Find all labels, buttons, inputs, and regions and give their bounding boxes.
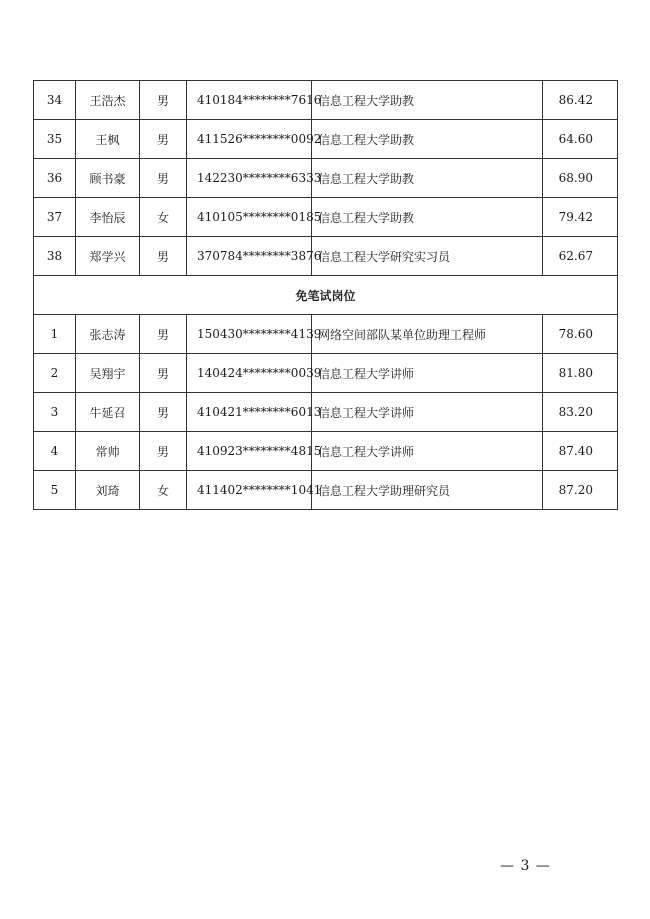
candidate-id-number: 140424********0039 bbox=[187, 354, 312, 393]
candidate-gender: 男 bbox=[140, 159, 187, 198]
candidate-name: 王浩杰 bbox=[76, 81, 140, 120]
candidate-score: 79.42 bbox=[543, 198, 618, 237]
table-row bbox=[34, 393, 618, 432]
row-number: 38 bbox=[34, 237, 76, 276]
table-row bbox=[34, 354, 618, 393]
table-row bbox=[34, 198, 618, 237]
candidate-score: 81.80 bbox=[543, 354, 618, 393]
table-row bbox=[34, 432, 618, 471]
table-row bbox=[34, 159, 618, 198]
candidate-name: 牛延召 bbox=[76, 393, 140, 432]
candidate-score: 83.20 bbox=[543, 393, 618, 432]
candidate-position: 信息工程大学助教 bbox=[312, 120, 543, 159]
section-title: 免笔试岗位 bbox=[34, 276, 618, 315]
candidate-name: 顾书豪 bbox=[76, 159, 140, 198]
candidate-position: 信息工程大学讲师 bbox=[312, 354, 543, 393]
candidate-id-number: 410184********7616 bbox=[187, 81, 312, 120]
section-row bbox=[34, 276, 618, 315]
candidate-gender: 男 bbox=[140, 354, 187, 393]
candidate-id-number: 370784********3876 bbox=[187, 237, 312, 276]
candidate-score: 86.42 bbox=[543, 81, 618, 120]
candidate-gender: 男 bbox=[140, 237, 187, 276]
candidate-score: 68.90 bbox=[543, 159, 618, 198]
candidate-position: 信息工程大学讲师 bbox=[312, 432, 543, 471]
candidate-position: 信息工程大学助教 bbox=[312, 81, 543, 120]
candidate-score: 62.67 bbox=[543, 237, 618, 276]
row-number: 3 bbox=[34, 393, 76, 432]
table-row bbox=[34, 81, 618, 120]
candidate-position: 信息工程大学助教 bbox=[312, 159, 543, 198]
candidate-id-number: 410923********4815 bbox=[187, 432, 312, 471]
table-row bbox=[34, 471, 618, 510]
candidate-id-number: 142230********6333 bbox=[187, 159, 312, 198]
candidate-position: 信息工程大学助教 bbox=[312, 198, 543, 237]
candidate-score: 87.40 bbox=[543, 432, 618, 471]
candidate-score: 78.60 bbox=[543, 315, 618, 354]
table-row bbox=[34, 237, 618, 276]
candidate-id-number: 411526********0092 bbox=[187, 120, 312, 159]
row-number: 37 bbox=[34, 198, 76, 237]
candidate-id-number: 411402********1041 bbox=[187, 471, 312, 510]
row-number: 2 bbox=[34, 354, 76, 393]
row-number: 34 bbox=[34, 81, 76, 120]
candidate-score: 87.20 bbox=[543, 471, 618, 510]
row-number: 1 bbox=[34, 315, 76, 354]
candidate-id-number: 410105********0185 bbox=[187, 198, 312, 237]
table-row bbox=[34, 315, 618, 354]
candidate-name: 张志涛 bbox=[76, 315, 140, 354]
table-row bbox=[34, 120, 618, 159]
candidate-position: 网络空间部队某单位助理工程师 bbox=[312, 315, 543, 354]
row-number: 36 bbox=[34, 159, 76, 198]
candidate-gender: 男 bbox=[140, 120, 187, 159]
candidate-gender: 男 bbox=[140, 432, 187, 471]
candidate-name: 常帅 bbox=[76, 432, 140, 471]
candidate-position: 信息工程大学研究实习员 bbox=[312, 237, 543, 276]
candidate-gender: 男 bbox=[140, 393, 187, 432]
candidate-id-number: 410421********6013 bbox=[187, 393, 312, 432]
candidate-table bbox=[33, 80, 618, 510]
row-number: 4 bbox=[34, 432, 76, 471]
candidate-score: 64.60 bbox=[543, 120, 618, 159]
candidate-gender: 女 bbox=[140, 471, 187, 510]
candidate-name: 王枫 bbox=[76, 120, 140, 159]
page-number: — 3 — bbox=[500, 858, 551, 874]
candidate-position: 信息工程大学讲师 bbox=[312, 393, 543, 432]
candidate-gender: 女 bbox=[140, 198, 187, 237]
candidate-name: 刘琦 bbox=[76, 471, 140, 510]
candidate-name: 吴翔宇 bbox=[76, 354, 140, 393]
candidate-id-number: 150430********4139 bbox=[187, 315, 312, 354]
candidate-name: 李怡辰 bbox=[76, 198, 140, 237]
candidate-table-body bbox=[34, 81, 618, 510]
row-number: 35 bbox=[34, 120, 76, 159]
candidate-gender: 男 bbox=[140, 315, 187, 354]
candidate-gender: 男 bbox=[140, 81, 187, 120]
row-number: 5 bbox=[34, 471, 76, 510]
candidate-name: 郑学兴 bbox=[76, 237, 140, 276]
candidate-position: 信息工程大学助理研究员 bbox=[312, 471, 543, 510]
